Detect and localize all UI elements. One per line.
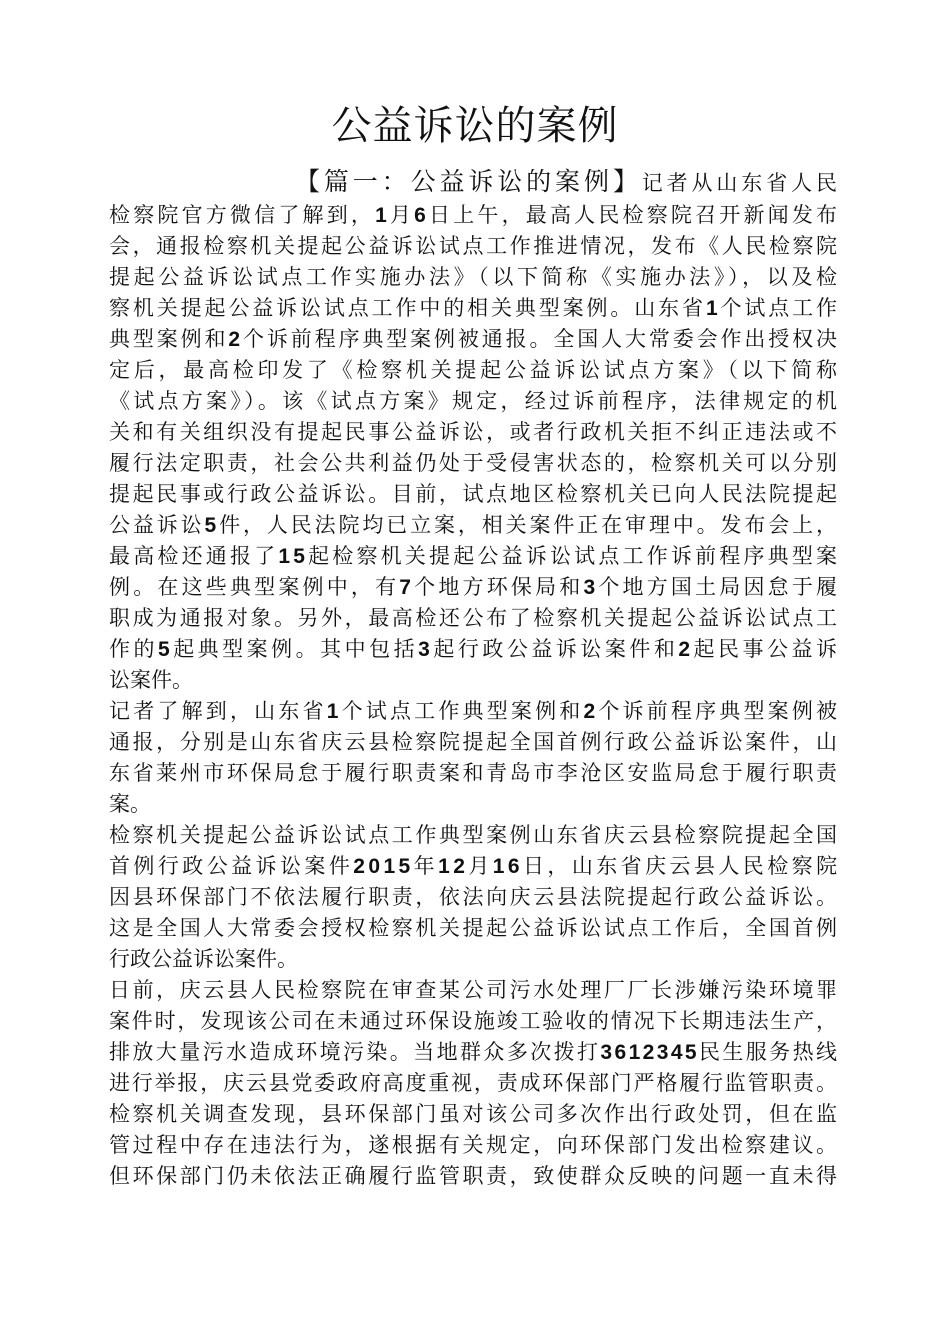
text-segment: 东省莱州市环保局怠于履行职责案和青岛市李沧区安监局怠于履行职责 <box>109 761 840 785</box>
text-line <box>109 386 841 417</box>
text-segment: 案。 <box>109 792 151 816</box>
text-segment: 起行政公益诉讼案件和 <box>433 637 679 661</box>
text-line <box>109 820 840 851</box>
text-segment: 起检察机关提起公益诉讼试点工作诉前程序典型案 <box>308 544 841 568</box>
text-segment: 管过程中存在违法行为，遂根据有关规定，向环保部门发出检察建议。 <box>109 1133 840 1157</box>
text-line <box>109 293 840 324</box>
number-text: 5 <box>204 514 220 537</box>
text-line <box>109 572 841 603</box>
number-text: 2015 <box>353 855 414 878</box>
text-line <box>109 696 841 727</box>
text-segment: 个试点工作 <box>720 296 840 320</box>
number-text: 2 <box>678 638 694 661</box>
text-segment: 日上午，最高人民检察院召开新闻发布 <box>429 203 841 227</box>
text-line <box>109 634 841 665</box>
text-segment: 个诉前程序典型案例被通报。全国人大常委会作出授权决 <box>242 327 840 351</box>
text-segment: 排放大量污水造成环境污染。当地群众多次拨打 <box>109 1040 601 1064</box>
number-text: 3 <box>583 576 599 599</box>
text-line <box>109 1006 837 1037</box>
text-line <box>109 231 840 262</box>
text-line <box>109 262 841 293</box>
document-body <box>109 164 841 1192</box>
text-segment: 个地方国土局因怠于履 <box>598 575 841 599</box>
text-segment: 记者从山东省人民 <box>641 171 841 195</box>
text-segment: 察机关提起公益诉讼试点工作中的相关典型案例。山东省 <box>109 296 706 320</box>
number-text: 3 <box>418 638 434 661</box>
text-segment: 行政公益诉讼案件。 <box>109 947 298 971</box>
text-segment: 记者了解到，山东省 <box>109 699 327 723</box>
text-segment: 提起民事或行政公益诉讼。目前，试点地区检察机关已向人民法院提起 <box>109 482 840 506</box>
text-segment: 日，山东省庆云县人民检察院 <box>522 854 841 878</box>
text-segment: 关和有关组织没有提起民事公益诉讼，或者行政机关拒不纠正违法或不 <box>109 420 840 444</box>
text-segment: 讼案件。 <box>109 668 193 692</box>
text-line <box>109 913 840 944</box>
text-segment: 这是全国人大常委会授权检察机关提起公益诉讼试点工作后，全国首例 <box>109 916 840 940</box>
text-segment: 个诉前程序典型案例被 <box>598 699 841 723</box>
text-segment: 因县环保部门不依法履行职责，依法向庆云县法院提起行政公益诉讼。 <box>109 885 840 909</box>
text-line <box>109 1099 840 1130</box>
text-segment: 作的 <box>109 637 158 661</box>
text-line <box>109 1161 840 1192</box>
text-segment: 履行法定职责，社会公共利益仍处于受侵害状态的，检察机关可以分别 <box>109 451 840 475</box>
text-segment: 日前，庆云县人民检察院在审查某公司污水处理厂厂长涉嫌污染环境罪 <box>109 978 840 1002</box>
text-line <box>109 200 841 231</box>
number-text: 2 <box>583 700 599 723</box>
text-segment: 检察机关提起公益诉讼试点工作典型案例山东省庆云县检察院提起全国 <box>109 823 840 847</box>
number-text: 2 <box>228 328 243 351</box>
text-segment: 案件时，发现该公司在未通过环保设施竣工验收的情况下长期违法生产， <box>109 1009 839 1033</box>
text-line <box>109 479 840 510</box>
text-segment: 件，人民法院均已立案，相关案件正在审理中。发布会上， <box>219 513 840 537</box>
number-text: 1 <box>326 700 342 723</box>
text-line <box>109 510 840 541</box>
text-line <box>109 789 837 820</box>
text-line <box>109 355 841 386</box>
text-segment: 月 <box>468 854 493 878</box>
number-text: 1 <box>705 297 721 320</box>
text-segment: 首例行政公益诉讼案件 <box>109 854 354 878</box>
number-text: 3612345 <box>600 1041 699 1064</box>
text-segment: 提起公益诉讼试点工作实施办法》（以下简称《实施办法》），以及检 <box>109 265 841 289</box>
text-segment: 检察机关调查发现，县环保部门虽对该公司多次作出行政处罚，但在监 <box>109 1102 840 1126</box>
text-line <box>109 665 837 696</box>
text-segment: 但环保部门仍未依法正确履行监管职责，致使群众反映的问题一直未得 <box>109 1164 840 1188</box>
text-segment: 典型案例和 <box>109 327 229 351</box>
text-line <box>109 882 840 913</box>
text-segment: 会，通报检察机关提起公益诉讼试点工作推进情况，发布《人民检察院 <box>109 234 840 258</box>
text-line <box>109 851 841 882</box>
text-segment: 起民事公益诉 <box>693 637 841 661</box>
text-line <box>109 603 840 634</box>
number-text: 12 <box>438 855 469 878</box>
text-line <box>109 164 841 200</box>
text-line <box>109 975 840 1006</box>
text-segment: 定后，最高检印发了《检察机关提起公益诉讼试点方案》（以下简称 <box>109 358 841 382</box>
number-text: 5 <box>158 638 174 661</box>
number-text: 7 <box>399 576 415 599</box>
text-line <box>109 541 841 572</box>
text-line <box>109 448 840 479</box>
text-line <box>109 758 840 789</box>
text-segment: 通报，分别是山东省庆云县检察院提起全国首例行政公益诉讼案件，山 <box>109 730 840 754</box>
number-text: 1 <box>375 204 390 227</box>
text-line <box>109 1068 837 1099</box>
section-heading: 【篇一：公益诉讼的案例】 <box>295 167 642 196</box>
number-text: 15 <box>278 545 309 568</box>
text-line <box>109 324 840 355</box>
number-text: 6 <box>414 204 430 227</box>
text-segment: 职成为通报对象。另外，最高检还公布了检察机关提起公益诉讼试点工 <box>109 606 840 630</box>
text-line <box>109 417 840 448</box>
text-segment: 月 <box>389 203 415 227</box>
text-segment: 例。在这些典型案例中，有 <box>109 575 400 599</box>
text-segment: 最高检还通报了 <box>109 544 279 568</box>
text-segment: 年 <box>413 854 439 878</box>
text-segment: 进行举报，庆云县党委政府高度重视，责成环保部门严格履行监管职责。 <box>109 1071 839 1095</box>
text-line <box>109 727 840 758</box>
document-title: 公益诉讼的案例 <box>331 103 619 149</box>
text-segment: 公益诉讼 <box>109 513 205 537</box>
text-segment: 个试点工作典型案例和 <box>341 699 584 723</box>
text-segment: 民生服务热线 <box>698 1040 840 1064</box>
text-segment: 《试点方案》）。该《试点方案》规定，经过诉前程序，法律规定的机 <box>109 389 841 413</box>
text-line <box>109 1130 840 1161</box>
text-line <box>109 1037 840 1068</box>
text-segment: 个地方环保局和 <box>414 575 584 599</box>
text-segment: 检察院官方微信了解到， <box>109 203 376 227</box>
number-text: 16 <box>492 855 523 878</box>
text-segment: 起典型案例。其中包括 <box>173 637 419 661</box>
text-line <box>109 944 837 975</box>
